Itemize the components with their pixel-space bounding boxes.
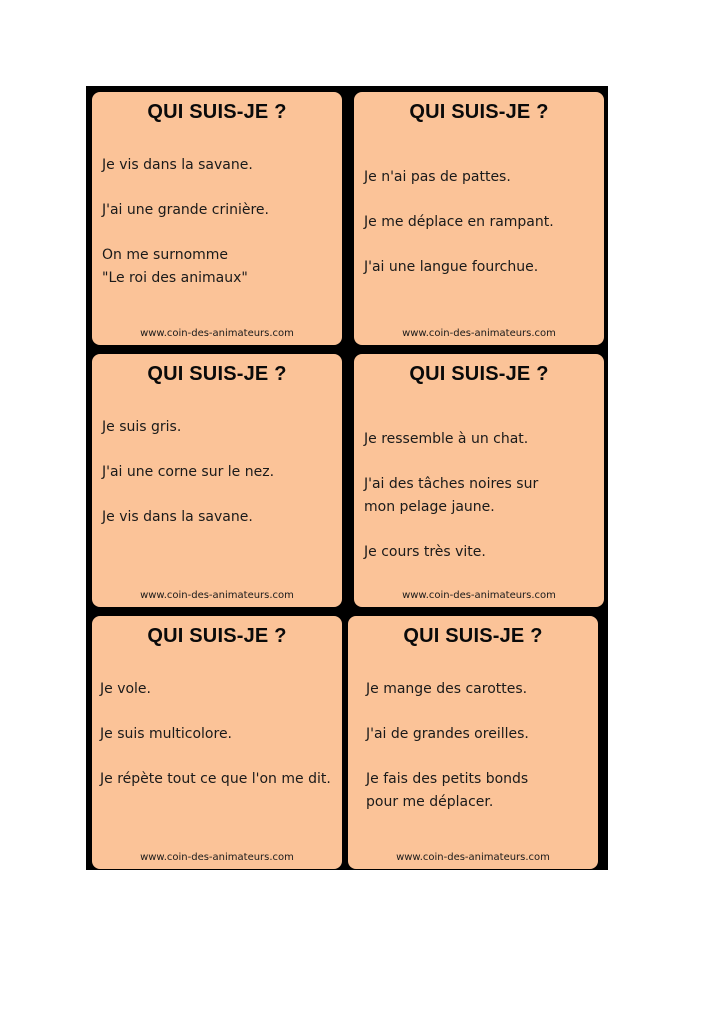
clue-line: Je suis multicolore. [100, 726, 233, 742]
card-title: QUI SUIS-JE ? [147, 363, 287, 385]
card-title: QUI SUIS-JE ? [409, 101, 549, 123]
clue-line: Je fais des petits bonds pour me déplacer. [366, 771, 529, 810]
card-clues [364, 428, 598, 586]
clue-line: J'ai des tâches noires sur mon pelage jaune. [364, 476, 539, 515]
riddle-card [354, 92, 604, 345]
clue-line: Je me déplace en rampant. [364, 214, 554, 230]
riddle-card [92, 354, 342, 607]
card-title: QUI SUIS-JE ? [403, 625, 543, 647]
clue-line: Je cours très vite. [364, 544, 486, 560]
clue-line: Je vis dans la savane. [102, 157, 253, 173]
card-title: QUI SUIS-JE ? [147, 101, 287, 123]
clue-line: J'ai de grandes oreilles. [366, 726, 529, 742]
clue-line: Je ressemble à un chat. [364, 431, 529, 447]
riddle-card [354, 354, 604, 607]
card-clues [366, 678, 592, 836]
riddle-card [92, 92, 342, 345]
card-clues [102, 154, 336, 312]
clue-line: On me surnomme "Le roi des animaux" [102, 247, 248, 286]
card-footer-url: www.coin-des-animateurs.com [396, 852, 550, 863]
clue-line: Je répète tout ce que l'on me dit. [100, 771, 331, 787]
card-title: QUI SUIS-JE ? [409, 363, 549, 385]
card-footer-url: www.coin-des-animateurs.com [140, 852, 294, 863]
clue-line: Je mange des carottes. [366, 681, 528, 697]
riddle-card-sheet [86, 86, 608, 870]
card-clues [102, 416, 336, 551]
card-clues [364, 166, 598, 301]
clue-line: J'ai une corne sur le nez. [102, 464, 275, 480]
clue-line: Je suis gris. [102, 419, 182, 435]
riddle-card [92, 616, 342, 869]
clue-line: Je vole. [100, 681, 151, 697]
card-footer-url: www.coin-des-animateurs.com [402, 328, 556, 339]
card-footer-url: www.coin-des-animateurs.com [402, 590, 556, 601]
clue-line: Je n'ai pas de pattes. [364, 169, 511, 185]
card-title: QUI SUIS-JE ? [147, 625, 287, 647]
riddle-card [348, 616, 598, 869]
clue-line: J'ai une langue fourchue. [364, 259, 539, 275]
card-footer-url: www.coin-des-animateurs.com [140, 590, 294, 601]
card-clues [100, 678, 336, 813]
clue-line: J'ai une grande crinière. [102, 202, 269, 218]
card-footer-url: www.coin-des-animateurs.com [140, 328, 294, 339]
clue-line: Je vis dans la savane. [102, 509, 253, 525]
